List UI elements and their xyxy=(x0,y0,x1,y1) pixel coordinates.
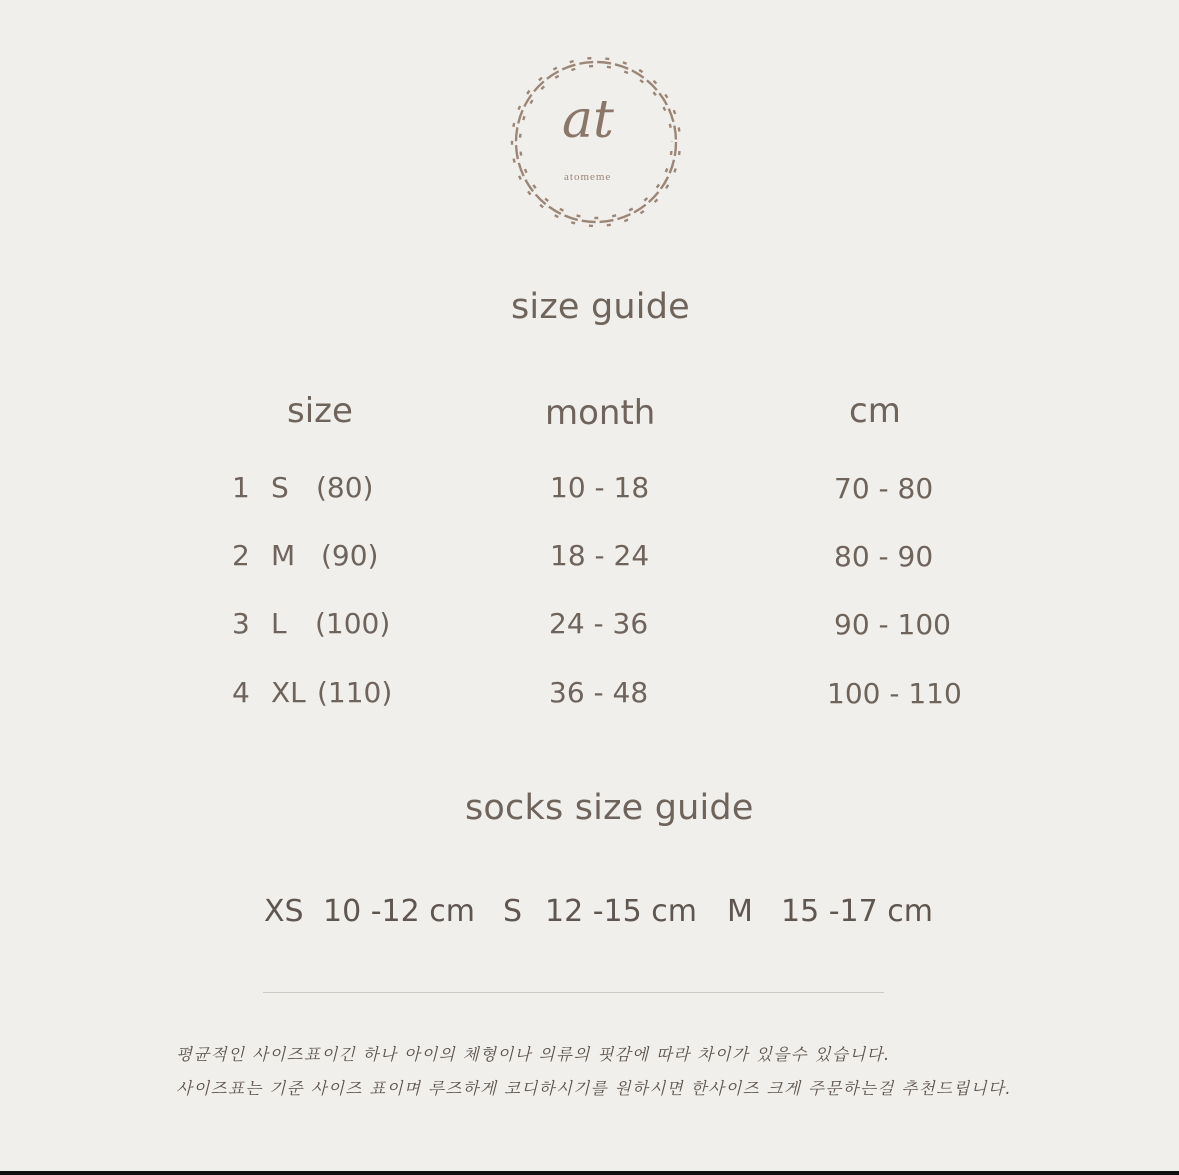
socks-guide-title: socks size guide xyxy=(465,788,754,828)
row-height: (110) xyxy=(317,676,393,709)
row-number: 3 xyxy=(232,607,250,640)
row-size: XL xyxy=(271,676,306,709)
row-size: M xyxy=(271,539,296,572)
row-size: S xyxy=(271,471,289,504)
row-height: (100) xyxy=(315,607,391,640)
divider xyxy=(263,992,884,993)
row-cm: 70 - 80 xyxy=(834,472,934,505)
row-size: L xyxy=(271,607,287,640)
row-height: (90) xyxy=(321,539,379,572)
header-size: size xyxy=(287,391,353,431)
sock-size-m: M xyxy=(727,894,753,929)
header-month: month xyxy=(545,393,656,433)
row-month: 18 - 24 xyxy=(550,539,650,572)
row-month: 10 - 18 xyxy=(550,471,650,504)
note-line-1: 평균적인 사이즈표이긴 하나 아이의 체형이나 의류의 핏감에 따라 차이가 있을수 있습니다. xyxy=(176,1045,891,1064)
row-cm: 90 - 100 xyxy=(834,608,951,641)
bottom-bar xyxy=(0,1171,1179,1175)
logo-wordmark: atomeme xyxy=(564,171,612,183)
row-number: 2 xyxy=(232,539,250,572)
sock-size-xs: XS xyxy=(264,894,304,929)
sock-range-xs: 10 -12 cm xyxy=(323,894,475,929)
sock-range-s: 12 -15 cm xyxy=(545,894,697,929)
sock-size-s: S xyxy=(503,894,523,929)
size-guide-title: size guide xyxy=(511,287,690,327)
brand-logo xyxy=(504,52,688,232)
row-cm: 100 - 110 xyxy=(827,677,962,710)
row-month: 24 - 36 xyxy=(549,607,649,640)
logo-mark: at xyxy=(562,90,614,150)
row-number: 1 xyxy=(232,471,250,504)
header-cm: cm xyxy=(849,391,901,431)
sock-range-m: 15 -17 cm xyxy=(781,894,933,929)
row-number: 4 xyxy=(232,676,250,709)
row-cm: 80 - 90 xyxy=(834,540,934,573)
note-line-2: 사이즈표는 기준 사이즈 표이며 루즈하게 코디하시기를 원하시면 한사이즈 크게 주문하는걸 추천드립니다. xyxy=(176,1079,1013,1098)
row-height: (80) xyxy=(316,471,374,504)
row-month: 36 - 48 xyxy=(549,676,649,709)
